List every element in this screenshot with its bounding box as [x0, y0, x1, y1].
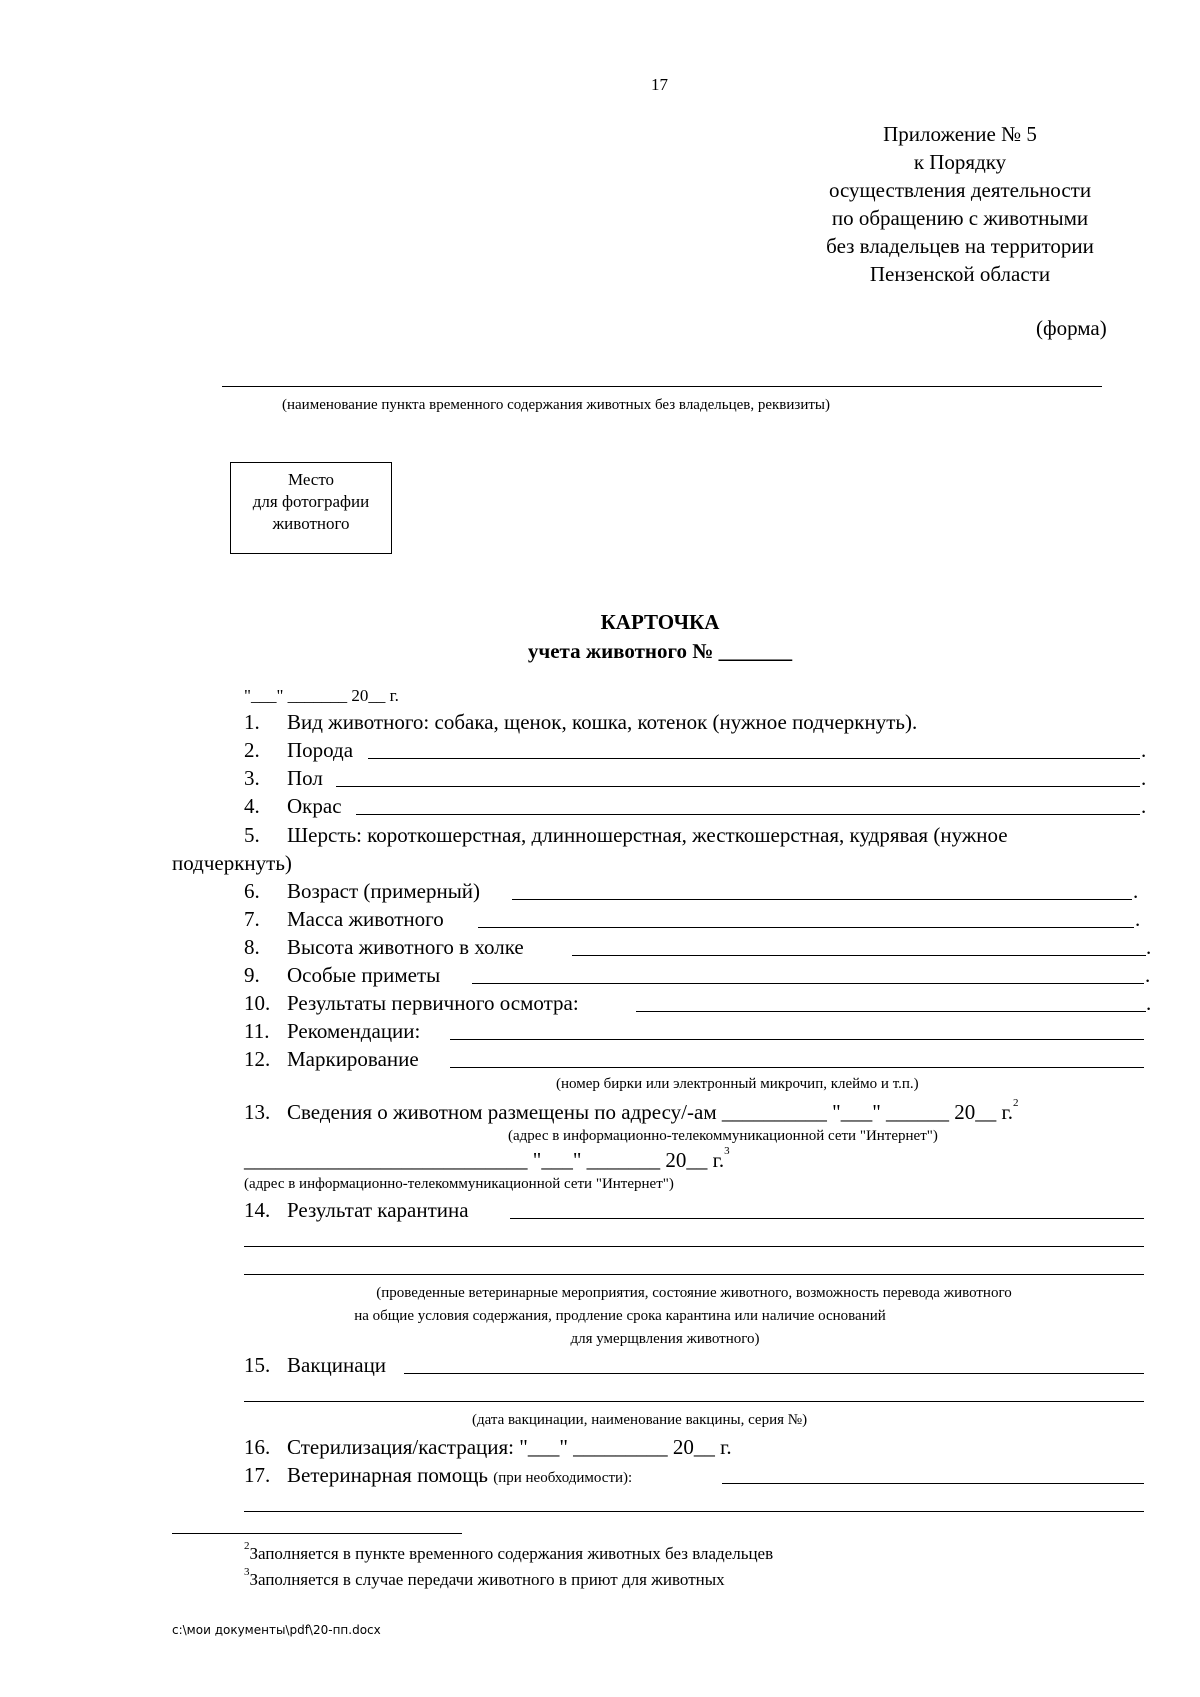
sex-field-line	[336, 786, 1140, 787]
item-number: 16.	[244, 1435, 271, 1459]
vet-help-label-text: Ветеринарная помощь	[287, 1463, 488, 1487]
period: .	[1141, 766, 1147, 790]
item-recommendations-label: Рекомендации:	[287, 1019, 421, 1043]
marking-caption: (номер бирки или электронный микрочип, клеймо и т.п.)	[556, 1076, 919, 1092]
vet-help-note: (при необходимости):	[493, 1470, 633, 1486]
period: .	[1146, 935, 1152, 959]
appendix-line: Пензенской области	[869, 262, 1051, 286]
footnote-text: Заполняется в пункте временного содержания животных без владельцев	[249, 1544, 774, 1563]
item-number: 15.	[244, 1353, 271, 1377]
card-subtitle: учета животного № _______	[527, 639, 793, 663]
card-title: КАРТОЧКА	[600, 610, 720, 634]
item-height-label: Высота животного в холке	[287, 935, 524, 959]
item-number: 17.	[244, 1463, 271, 1487]
breed-field-line	[368, 758, 1140, 759]
address-caption-1: (адрес в информационно-телекоммуникационной сети "Интернет")	[508, 1128, 938, 1144]
exam-field-line	[636, 1011, 1146, 1012]
item-vet-help-label	[287, 1465, 632, 1486]
item-color-label: Окрас	[287, 794, 342, 818]
period: .	[1145, 963, 1151, 987]
period: .	[1133, 879, 1139, 903]
footnote-separator	[172, 1533, 462, 1534]
item-number: 8.	[244, 935, 260, 959]
item-number: 12.	[244, 1047, 271, 1071]
item-number: 1.	[244, 710, 260, 734]
item-species: Вид животного: собака, щенок, кошка, котенок (нужное подчеркнуть).	[287, 710, 918, 734]
item-sterilization: Стерилизация/кастрация: "___" _________ 20__ г.	[287, 1435, 732, 1459]
period: .	[1146, 991, 1152, 1015]
mass-field-line	[478, 927, 1134, 928]
photo-placeholder-box	[230, 462, 392, 554]
vet-help-field-line-2	[244, 1511, 1144, 1512]
footnote-mark: 3	[244, 1566, 250, 1578]
item-marking-label: Маркирование	[287, 1047, 419, 1071]
footnote-text: Заполняется в случае передачи животного в приют для животных	[249, 1570, 725, 1589]
page-number: 17	[651, 75, 668, 94]
marks-field-line	[472, 983, 1144, 984]
card-date-line: "___" _______ 20__ г.	[244, 686, 399, 705]
quarantine-caption-line: на общие условия содержания, продление срока карантина или наличие оснований	[354, 1308, 886, 1324]
quarantine-caption-line: для умерщвления животного)	[570, 1331, 760, 1347]
address-caption-2: (адрес в информационно-телекоммуникационной сети "Интернет")	[244, 1176, 674, 1192]
item-mass-label: Масса животного	[287, 907, 444, 931]
vaccination-field-line	[404, 1373, 1144, 1374]
item-number: 14.	[244, 1198, 271, 1222]
item-coat-continuation: подчеркнуть)	[172, 851, 292, 875]
marking-field-line	[450, 1067, 1144, 1068]
item-number: 2.	[244, 738, 260, 762]
quarantine-caption-line: (проведенные ветеринарные мероприятия, состояние животного, возможность перевода животного	[376, 1285, 1012, 1301]
vaccination-caption: (дата вакцинации, наименование вакцины, серия №)	[472, 1412, 808, 1428]
appendix-line: Приложение № 5	[883, 122, 1037, 146]
vaccination-field-line-2	[244, 1401, 1144, 1402]
item-breed-label: Порода	[287, 738, 354, 762]
footnote-2	[244, 1540, 774, 1563]
period: .	[1135, 907, 1141, 931]
org-name-line	[222, 386, 1102, 387]
item-number: 11.	[244, 1019, 270, 1043]
appendix-line: по обращению с животными	[831, 206, 1089, 230]
quarantine-field-line-2	[244, 1246, 1144, 1247]
footnote-ref-3: 3	[724, 1145, 730, 1157]
item-exam-label: Результаты первичного осмотра:	[287, 991, 579, 1015]
color-field-line	[356, 814, 1140, 815]
item-number: 7.	[244, 907, 260, 931]
height-field-line	[572, 955, 1146, 956]
item-number: 6.	[244, 879, 260, 903]
item-vaccination-label: Вакцинаци	[287, 1353, 387, 1377]
address-line-2-text: ___________________________ "___" _______ 20__ г.	[244, 1148, 725, 1172]
period: .	[1141, 794, 1147, 818]
item-number: 10.	[244, 991, 271, 1015]
address-label-text: Сведения о животном размещены по адресу/-ам __________ "___" ______ 20__ г.	[287, 1100, 1014, 1124]
file-path: c:\мои документы\pdf\20-пп.docx	[172, 1623, 381, 1637]
item-address-label	[287, 1097, 1019, 1124]
appendix-block	[780, 120, 1140, 288]
item-marks-label: Особые приметы	[287, 963, 441, 987]
quarantine-field-line	[510, 1218, 1144, 1219]
photo-box-line: животного	[272, 514, 350, 533]
appendix-line: к Порядку	[913, 150, 1007, 174]
item-age-label: Возраст (примерный)	[287, 879, 481, 903]
photo-box-line: Место	[287, 470, 335, 489]
item-coat: Шерсть: короткошерстная, длинношерстная, жесткошерстная, кудрявая (нужное	[287, 823, 1008, 847]
item-number: 13.	[244, 1100, 271, 1124]
quarantine-field-line-3	[244, 1274, 1144, 1275]
item-number: 3.	[244, 766, 260, 790]
item-number: 9.	[244, 963, 260, 987]
vet-help-field-line	[722, 1483, 1144, 1484]
period: .	[1141, 738, 1147, 762]
footnote-ref-2: 2	[1013, 1097, 1019, 1109]
recommendations-field-line	[450, 1039, 1144, 1040]
photo-box-line: для фотографии	[252, 492, 370, 511]
item-quarantine-label: Результат карантина	[287, 1198, 469, 1222]
appendix-line: без владельцев на территории	[826, 234, 1094, 258]
appendix-line: осуществления деятельности	[828, 178, 1092, 202]
form-label: (форма)	[1036, 316, 1107, 340]
org-caption: (наименование пункта временного содержания животных без владельцев, реквизиты)	[282, 397, 830, 413]
footnote-3	[244, 1566, 725, 1589]
age-field-line	[512, 899, 1132, 900]
footnote-mark: 2	[244, 1540, 250, 1552]
item-sex-label: Пол	[287, 766, 323, 790]
item-number: 5.	[244, 823, 260, 847]
item-number: 4.	[244, 794, 260, 818]
address-line-2	[244, 1145, 730, 1172]
